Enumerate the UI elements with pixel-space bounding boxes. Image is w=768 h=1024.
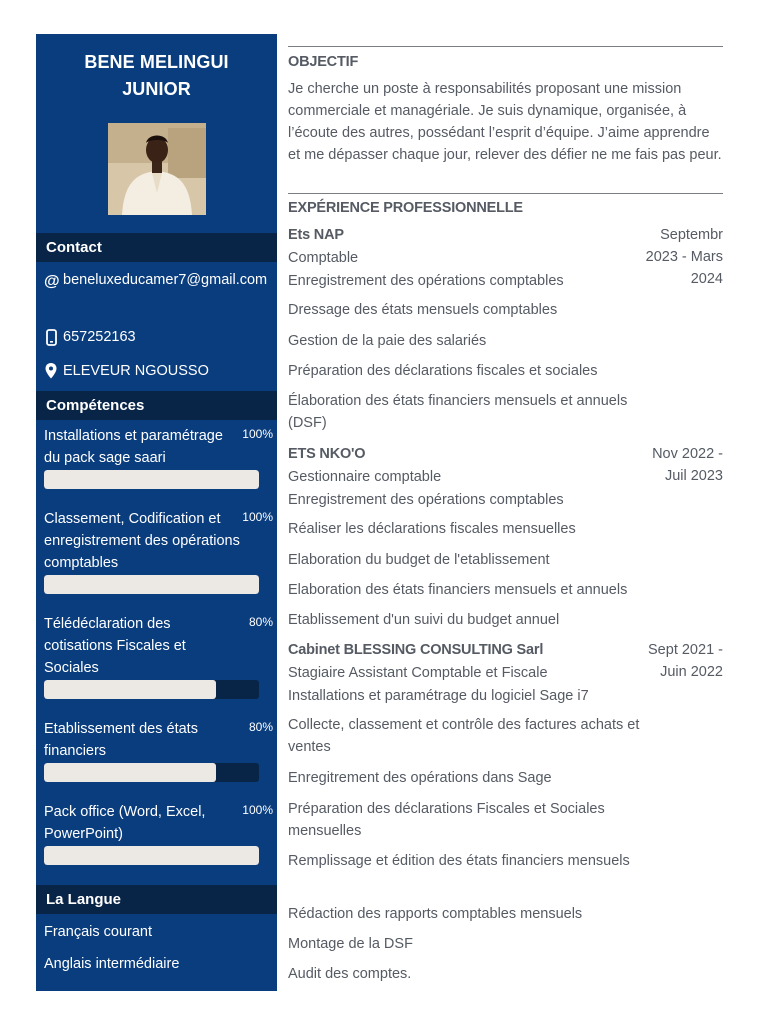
divider (288, 193, 723, 194)
job-company: Cabinet BLESSING CONSULTING Sarl (288, 642, 544, 658)
job-task: Rédaction des rapports comptables mensuels (288, 906, 583, 922)
skill-item (44, 425, 273, 469)
job-company: Ets NAP (288, 227, 344, 243)
job-date: Sept 2021 - Juin 2022 (648, 642, 723, 680)
job-task: Réaliser les déclarations fiscales mensuelles (288, 521, 576, 537)
skill-percent: 100% (242, 427, 273, 441)
job-date: Septembr 2023 - Mars 2024 (645, 227, 723, 287)
at-sign-icon (44, 271, 60, 289)
contact-phone-row (44, 326, 272, 348)
skill-label: Etablissement des états financiers (44, 721, 198, 759)
experience-heading: EXPÉRIENCE PROFESSIONNELLE (288, 200, 523, 216)
job-task: Remplissage et édition des états financiers mensuels (288, 853, 630, 869)
job-task: Elaboration des états financiers mensuels et annuels (288, 582, 628, 598)
skill-label: Pack office (Word, Excel, PowerPoint) (44, 804, 206, 842)
language-heading: La Langue (36, 885, 277, 914)
job-task: Enregistrement des opérations comptables (288, 273, 564, 289)
location-pin-icon (44, 362, 60, 380)
name-line-1: BENE MELINGUI (84, 52, 229, 72)
skill-percent: 100% (242, 510, 273, 524)
job-task: Gestion de la paie des salariés (288, 333, 487, 349)
skill-item (44, 801, 273, 845)
profile-photo (108, 123, 206, 215)
contact-email-row (44, 269, 272, 291)
skill-bar-fill (44, 846, 259, 865)
divider (288, 46, 723, 47)
contact-phone[interactable]: 657252163 (63, 329, 136, 345)
skill-label: Classement, Codification et enregistrement des opérations comptables (44, 511, 240, 571)
job-task: Montage de la DSF (288, 936, 413, 952)
skill-bar (44, 763, 259, 782)
job-task: Elaboration du budget de l'etablissement (288, 552, 550, 568)
full-name (36, 34, 277, 103)
sidebar (36, 34, 277, 991)
contact-email[interactable]: beneluxeducamer7@gmail.com (63, 272, 268, 288)
job-task: Collecte, classement et contrôle des factures achats et ventes (288, 717, 640, 755)
objective-text: Je cherche un poste à responsabilités proposant une mission commerciale et managériale. Je suis dynamique, organisée, à l’écoute des autres, possédant l’esprit d’équipe. J’aime apprendre et me dépasser chaque jour, relever des défier ne me fais pas peur. (288, 81, 722, 163)
language-item: Anglais intermédiaire (44, 956, 180, 972)
skill-item (44, 718, 273, 762)
job-task: Audit des comptes. (288, 966, 412, 982)
skill-bar-fill (44, 470, 259, 489)
skill-bar (44, 470, 259, 489)
skills-heading: Compétences (36, 391, 277, 420)
job-company: ETS NKO'O (288, 446, 366, 462)
skill-bar (44, 680, 259, 699)
job-task: Préparation des déclarations Fiscales et Sociales mensuelles (288, 801, 605, 839)
job-task: Etablissement d'un suivi du budget annuel (288, 612, 560, 628)
skill-item (44, 613, 273, 679)
skill-bar-fill (44, 763, 216, 782)
job-task: Enregitrement des opérations dans Sage (288, 770, 552, 786)
svg-text:@: @ (44, 273, 60, 289)
profile-photo-illustration (108, 123, 206, 215)
name-line-2: JUNIOR (122, 79, 191, 99)
job-task: Élaboration des états financiers mensuels et annuels (DSF) (288, 393, 628, 431)
skill-label: Installations et paramétrage du pack sage saari (44, 428, 223, 466)
job-role: Gestionnaire comptable (288, 469, 442, 485)
skill-bar-fill (44, 575, 259, 594)
skill-label: Télédéclaration des cotisations Fiscales et Sociales (44, 616, 186, 676)
mobile-phone-icon (44, 328, 60, 346)
job-role: Comptable (288, 250, 359, 266)
contact-heading: Contact (36, 233, 277, 262)
job-task: Installations et paramétrage du logiciel Sage i7 (288, 688, 589, 704)
job-role: Stagiaire Assistant Comptable et Fiscale (288, 665, 548, 681)
contact-location-row (44, 360, 272, 382)
language-item: Français courant (44, 924, 152, 940)
skill-item (44, 508, 273, 574)
job-task: Préparation des déclarations fiscales et sociales (288, 363, 598, 379)
skill-bar (44, 575, 259, 594)
skill-bar (44, 846, 259, 865)
objective-heading: OBJECTIF (288, 54, 359, 70)
contact-location: ELEVEUR NGOUSSO (63, 363, 209, 379)
skill-percent: 100% (242, 803, 273, 817)
skill-percent: 80% (248, 615, 273, 629)
job-task: Dressage des états mensuels comptables (288, 302, 558, 318)
job-date: Nov 2022 - Juil 2023 (652, 446, 723, 484)
skill-bar-fill (44, 680, 216, 699)
job-task: Enregistrement des opérations comptables (288, 492, 564, 508)
skill-percent: 80% (248, 720, 273, 734)
